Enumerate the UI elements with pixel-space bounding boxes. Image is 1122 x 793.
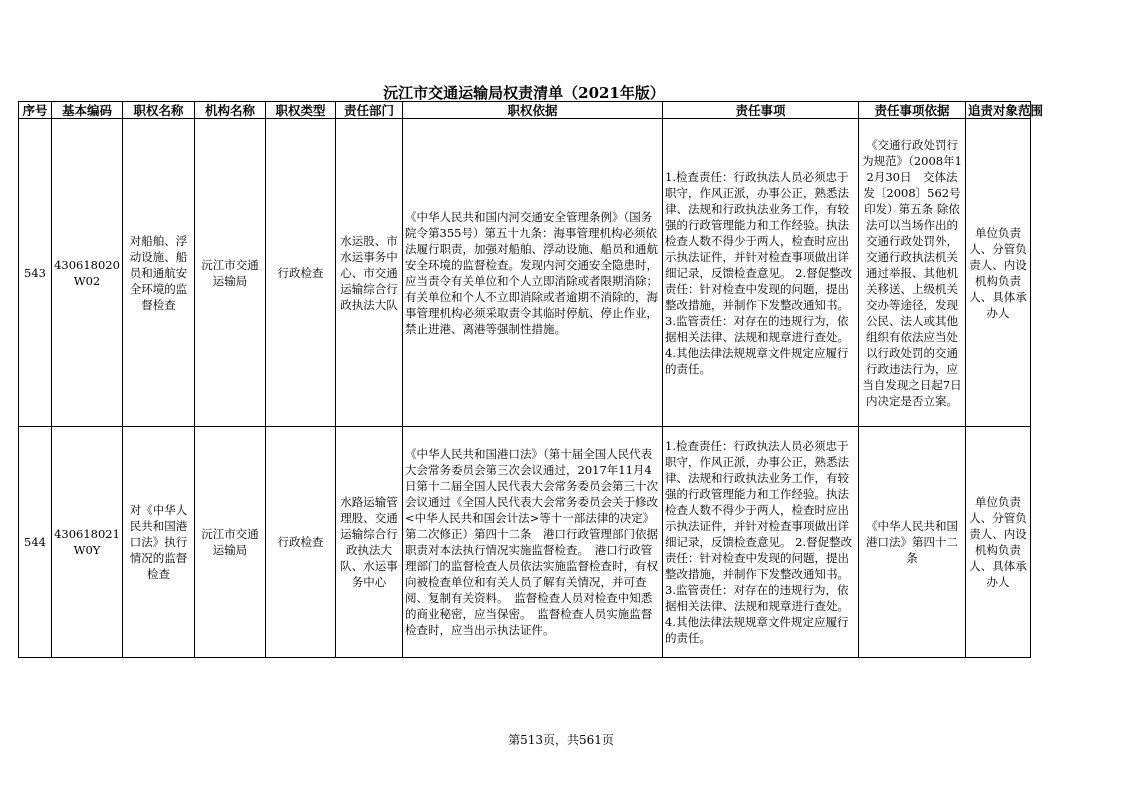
table-header-row — [19, 102, 1031, 119]
document-title: 沅江市交通运输局权责清单（2021年版） — [383, 84, 665, 102]
col-header-basis: 职权依据 — [403, 102, 663, 119]
page-number: 第513页，共561页 — [508, 733, 614, 747]
cell-power-type: 行政检查 — [266, 427, 336, 658]
cell-power-name: 对《中华人民共和国港口法》执行情况的监督检查 — [123, 427, 195, 658]
col-header-org-name: 机构名称 — [195, 102, 266, 119]
cell-duties — [663, 427, 859, 658]
table-row — [19, 427, 1031, 658]
table-row — [19, 119, 1031, 427]
col-header-accountability: 追责对象范围 — [966, 102, 1031, 119]
cell-duties-text: 1.检查责任：行政执法人员必须忠于职守，作风正派，办事公正，熟悉法律、法规和行政执法业务工作，有较强的行政管理能力和工作经验。执法检查人数不得少于两人，检查时应出示执法证件，并针对检查事项做出详细记录，反馈检查意见。 2.督促整改责任：针对检查中发现的问题，提出整改措施，并制作下发整改通知书。 3.监管责任：对存在的违规行为，依据相关法律、法规和规章进行查处。 4.其他法律法规规章文件规定应履行的责任。 — [665, 169, 853, 376]
col-header-duty-basis: 责任事项依据 — [859, 102, 966, 119]
cell-duty-basis-text: 《交通行政处罚行为规范》（2008年12月30日 交体法发〔2008〕562号印发）第五条 除依法可以当场作出的交通行政处罚外，交通行政执法机关通过举报、其他机关移送、上级机关交办等途径，发现公民、法人或其他组织有依法应当处以行政处罚的交通行政违法行为，应当自发现之日起7日内决定是否立案。 — [862, 137, 962, 408]
col-header-code: 基本编码 — [52, 102, 123, 119]
cell-accountability: 单位负责人、分管负责人、内设机构负责人、具体承办人 — [966, 119, 1031, 427]
cell-org-name: 沅江市交通运输局 — [195, 119, 266, 427]
col-header-duties: 责任事项 — [663, 102, 859, 119]
col-header-power-type: 职权类型 — [266, 102, 336, 119]
cell-department: 水运股、市水运事务中心、市交通运输综合行政执法大队 — [336, 119, 403, 427]
cell-basis — [403, 119, 663, 427]
col-header-power-name: 职权名称 — [123, 102, 195, 119]
cell-duties — [663, 119, 859, 427]
cell-duty-basis — [859, 119, 966, 427]
cell-duties-text: 1.检查责任：行政执法人员必须忠于职守，作风正派，办事公正，熟悉法律、法规和行政执法业务工作，有较强的行政管理能力和工作经验。执法检查人数不得少于两人，检查时应出示执法证件，并针对检查事项做出详细记录，反馈检查意见。 2.督促整改责任：针对检查中发现的问题，提出整改措施，并制作下发整改通知书。 3.监管责任：对存在的违规行为，依据相关法律、法规和规章进行查处。 4.其他法律法规规章文件规定应履行的责任。 — [665, 439, 853, 645]
cell-seq: 544 — [19, 427, 52, 658]
col-header-department: 责任部门 — [336, 102, 403, 119]
cell-basis-text: 《中华人民共和国内河交通安全管理条例》（国务院令第355号）第五十九条：海事管理机构必须依法履行职责，加强对船舶、浮动设施、船员和通航安全环境的监督检查。发现内河交通安全隐患时，应当责令有关单位和个人立即消除或者限期消除；有关单位和个人不立即消除或者逾期不消除的，海事管理机构必须采取责令其临时停航、停止作业，禁止进港、离港等强制性措施。 — [405, 209, 658, 336]
cell-code: 430618020W02 — [52, 119, 123, 427]
cell-basis-text: 《中华人民共和国港口法》（第十届全国人民代表大会常务委员会第三次会议通过，2017年11月4日第十二届全国人民代表大会常务委员会第三十次会议通过《全国人民代表大会常务委员会关于修改<中华人民共和国会计法>等十一部法律的决定》第二次修正）第四十二条 港口行政管理部门依据职责对本法执行情况实施监督检查。 港口行政管理部门的监督检查人员依法实施监督检查时，有权向被检查单位和有关人员了解有关情况，并可查阅、复制有关资料。 监督检查人员对检查中知悉的商业秘密，应当保密。 监督检查人员实施监督检查时，应当出示执法证件。 — [405, 447, 658, 637]
cell-accountability: 单位负责人、分管负责人、内设机构负责人、具体承办人 — [966, 427, 1031, 658]
cell-seq: 543 — [19, 119, 52, 427]
cell-duty-basis — [859, 427, 966, 658]
cell-basis — [403, 427, 663, 658]
col-header-seq: 序号 — [19, 102, 52, 119]
cell-power-type: 行政检查 — [266, 119, 336, 427]
cell-power-name: 对船舶、浮动设施、船员和通航安全环境的监督检查 — [123, 119, 195, 427]
cell-org-name: 沅江市交通运输局 — [195, 427, 266, 658]
cell-duty-basis-text: 《中华人民共和国港口法》第四十二条 — [866, 519, 958, 565]
cell-code: 430618021W0Y — [52, 427, 123, 658]
cell-department: 水路运输管理股、交通运输综合行政执法大队、水运事务中心 — [336, 427, 403, 658]
responsibility-table — [18, 101, 1044, 658]
